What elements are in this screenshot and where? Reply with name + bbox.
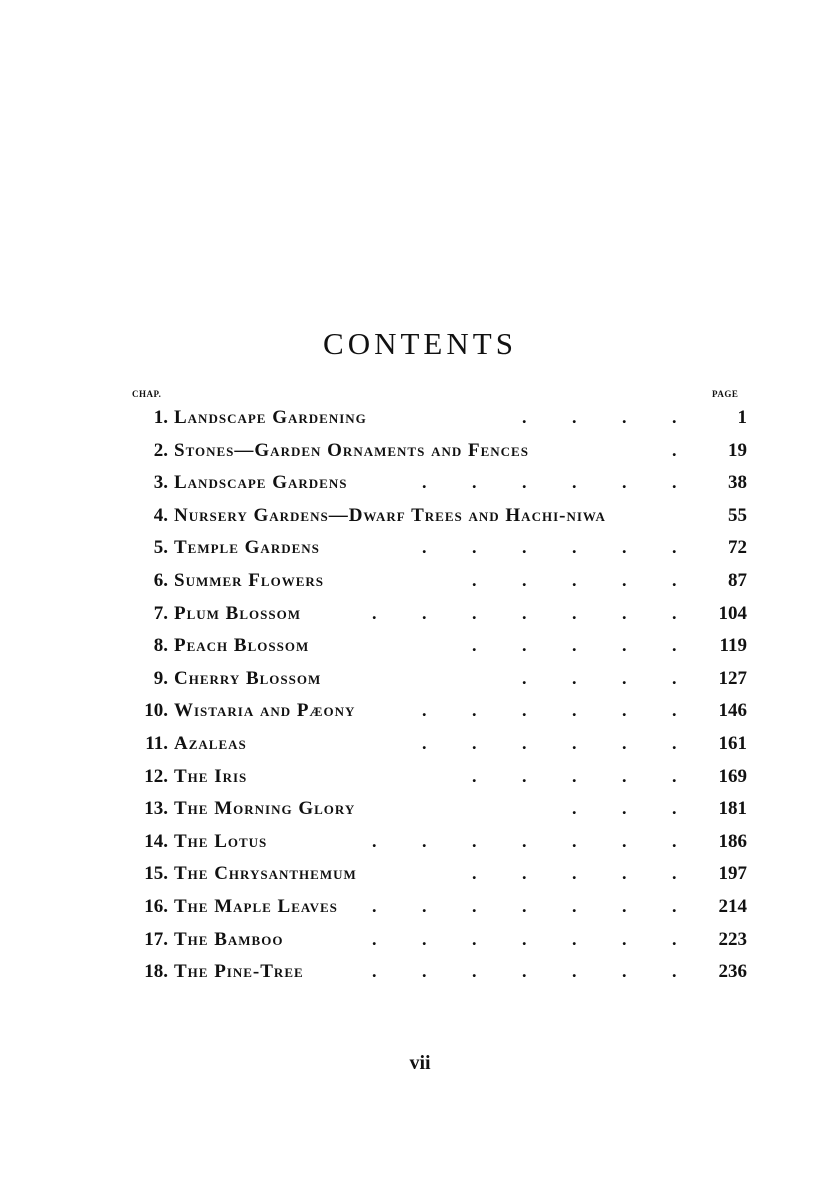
page-reference: 169	[718, 765, 747, 787]
page-title: CONTENTS	[323, 326, 517, 361]
leader-dot: .	[672, 667, 677, 688]
leader-dot: .	[672, 700, 677, 721]
toc-row	[0, 698, 840, 730]
page-reference: 223	[718, 928, 747, 950]
leader-dot: .	[522, 830, 527, 851]
leader-dot: .	[572, 407, 577, 427]
leader-dot: .	[422, 733, 427, 753]
leader-dot: .	[622, 733, 627, 753]
leader-dot: .	[572, 472, 577, 493]
toc-row	[0, 503, 840, 535]
chapter-number: 14.	[144, 830, 168, 852]
leader-dot: .	[522, 602, 527, 623]
leader-dot: .	[622, 961, 627, 982]
leader-dot: .	[672, 472, 677, 493]
page-reference: 146	[718, 700, 747, 722]
page-reference: 161	[718, 733, 747, 754]
page-reference: 87	[728, 570, 747, 591]
leader-dot: .	[522, 472, 527, 493]
leader-dot: .	[422, 700, 427, 721]
page-reference: 186	[718, 830, 747, 852]
leader-dot: .	[672, 570, 677, 590]
leader-dot: .	[572, 667, 577, 688]
chapter-title: Stones—Garden Ornaments and Fences	[174, 439, 529, 461]
leader-dot: .	[572, 765, 577, 786]
leader-dot: .	[472, 635, 477, 656]
toc-row	[0, 829, 840, 861]
chapter-title: Landscape Gardens	[174, 472, 348, 494]
chapter-title: The Lotus	[174, 830, 268, 852]
leader-dot: .	[572, 733, 577, 753]
chapter-number: 12.	[144, 765, 168, 787]
toc-row	[0, 764, 840, 796]
chapter-number: 16.	[144, 896, 168, 917]
leader-dot: .	[672, 863, 677, 884]
leader-dot: .	[522, 667, 527, 688]
chapter-number: 2.	[153, 439, 168, 461]
leader-dot: .	[572, 830, 577, 851]
chapter-title: The Morning Glory	[174, 798, 356, 820]
leader-dot: .	[472, 896, 477, 916]
leader-dot: .	[572, 928, 577, 949]
page-column-header: PAGE	[712, 389, 739, 399]
leader-dot: .	[372, 928, 377, 949]
leader-dot: .	[622, 798, 627, 819]
chapter-title: Plum Blossom	[174, 602, 301, 624]
leader-dot: .	[622, 570, 627, 590]
leader-dot: .	[572, 863, 577, 884]
page-reference: 72	[728, 537, 747, 559]
chapter-number: 5.	[153, 537, 168, 559]
leader-dot: .	[672, 602, 677, 623]
leader-dot: .	[672, 896, 677, 916]
page-reference: 1	[737, 407, 747, 428]
leader-dot: .	[622, 765, 627, 786]
page-reference: 19	[728, 439, 747, 461]
leader-dot: .	[572, 961, 577, 982]
page-reference: 104	[718, 602, 747, 624]
toc-row	[0, 861, 840, 893]
toc-row	[0, 405, 840, 437]
toc-row	[0, 927, 840, 959]
leader-dot: .	[622, 602, 627, 623]
leader-dot: .	[622, 896, 627, 916]
chapter-number: 4.	[153, 504, 168, 526]
leader-dot: .	[522, 700, 527, 721]
toc-row	[0, 666, 840, 698]
leader-dot: .	[622, 635, 627, 656]
chapter-title: Landscape Gardening	[174, 407, 367, 428]
leader-dot: .	[422, 472, 427, 493]
leader-dot: .	[622, 537, 627, 558]
chapter-number: 6.	[153, 570, 168, 591]
leader-dot: .	[472, 570, 477, 590]
chapter-number: 15.	[144, 863, 168, 885]
chapter-number: 18.	[144, 961, 168, 983]
leader-dot: .	[672, 928, 677, 949]
leader-dot: .	[472, 733, 477, 753]
leader-dot: .	[672, 830, 677, 851]
leader-dot: .	[472, 830, 477, 851]
chapter-number: 11.	[145, 733, 168, 754]
leader-dot: .	[472, 537, 477, 558]
page-reference: 236	[718, 961, 747, 983]
leader-dot: .	[472, 765, 477, 786]
leader-dot: .	[622, 472, 627, 493]
leader-dot: .	[522, 570, 527, 590]
leader-dot: .	[522, 863, 527, 884]
chapter-title: Temple Gardens	[174, 537, 320, 559]
chapter-title: Summer Flowers	[174, 570, 324, 591]
chapter-title: Nursery Gardens—Dwarf Trees and Hachi-niwa	[174, 504, 606, 526]
leader-dot: .	[672, 733, 677, 753]
leader-dot: .	[472, 602, 477, 623]
leader-dot: .	[622, 407, 627, 427]
leader-dot: .	[622, 830, 627, 851]
chapter-number: 9.	[153, 667, 168, 689]
leader-dot: .	[622, 928, 627, 949]
leader-dot: .	[672, 407, 677, 427]
leader-dot: .	[522, 961, 527, 982]
chapter-title: The Iris	[174, 765, 248, 787]
chapter-number: 17.	[144, 928, 168, 950]
leader-dot: .	[522, 407, 527, 427]
toc-row	[0, 731, 840, 763]
leader-dot: .	[622, 667, 627, 688]
chapter-number: 10.	[144, 700, 168, 722]
chapter-number: 7.	[153, 602, 168, 624]
leader-dot: .	[472, 961, 477, 982]
leader-dot: .	[672, 798, 677, 819]
leader-dot: .	[422, 537, 427, 558]
leader-dot: .	[572, 570, 577, 590]
leader-dot: .	[422, 928, 427, 949]
page-reference: 197	[718, 863, 747, 885]
leader-dot: .	[372, 896, 377, 916]
leader-dot: .	[672, 439, 677, 460]
leader-dot: .	[372, 602, 377, 623]
leader-dot: .	[522, 765, 527, 786]
chapter-title: The Chrysanthemum	[174, 863, 357, 885]
chapter-title: The Maple Leaves	[174, 896, 338, 917]
chapter-title: Wistaria and Pæony	[174, 700, 356, 722]
leader-dot: .	[422, 830, 427, 851]
leader-dot: .	[422, 961, 427, 982]
toc-row	[0, 894, 840, 926]
chapter-title: Cherry Blossom	[174, 667, 322, 689]
chapter-number: 8.	[153, 635, 168, 657]
page-reference: 38	[728, 472, 747, 494]
leader-dot: .	[572, 537, 577, 558]
leader-dot: .	[422, 602, 427, 623]
leader-dot: .	[522, 635, 527, 656]
page-reference: 214	[718, 896, 747, 917]
leader-dot: .	[372, 961, 377, 982]
chapter-number: 1.	[153, 407, 168, 428]
chapter-number: 3.	[153, 472, 168, 494]
leader-dot: .	[472, 928, 477, 949]
toc-row	[0, 470, 840, 502]
leader-dot: .	[672, 765, 677, 786]
leader-dot: .	[572, 798, 577, 819]
leader-dot: .	[572, 602, 577, 623]
leader-dot: .	[622, 863, 627, 884]
toc-row	[0, 438, 840, 470]
chapter-title: Azaleas	[174, 733, 247, 754]
chapter-title: The Bamboo	[174, 928, 284, 950]
leader-dot: .	[572, 700, 577, 721]
toc-row	[0, 633, 840, 665]
leader-dot: .	[472, 863, 477, 884]
page-reference: 55	[728, 504, 747, 526]
toc-row	[0, 601, 840, 633]
toc-row	[0, 568, 840, 600]
chapter-number: 13.	[144, 798, 168, 820]
leader-dot: .	[472, 700, 477, 721]
leader-dot: .	[522, 537, 527, 558]
leader-dot: .	[572, 635, 577, 656]
chapter-title: Peach Blossom	[174, 635, 310, 657]
page-reference: 127	[718, 667, 747, 689]
leader-dot: .	[672, 537, 677, 558]
leader-dot: .	[372, 830, 377, 851]
leader-dot: .	[622, 700, 627, 721]
leader-dot: .	[522, 733, 527, 753]
page-number: vii	[409, 1052, 431, 1074]
leader-dot: .	[522, 928, 527, 949]
leader-dot: .	[672, 961, 677, 982]
leader-dot: .	[672, 635, 677, 656]
toc-row	[0, 535, 840, 567]
chapter-title: The Pine-Tree	[174, 961, 304, 983]
toc-row	[0, 796, 840, 828]
leader-dot: .	[422, 896, 427, 916]
leader-dot: .	[522, 896, 527, 916]
page-reference: 181	[718, 798, 747, 820]
page-reference: 119	[719, 635, 747, 657]
leader-dot: .	[572, 896, 577, 916]
chapter-column-header: CHAP.	[132, 389, 162, 399]
toc-row	[0, 959, 840, 991]
leader-dot: .	[472, 472, 477, 493]
